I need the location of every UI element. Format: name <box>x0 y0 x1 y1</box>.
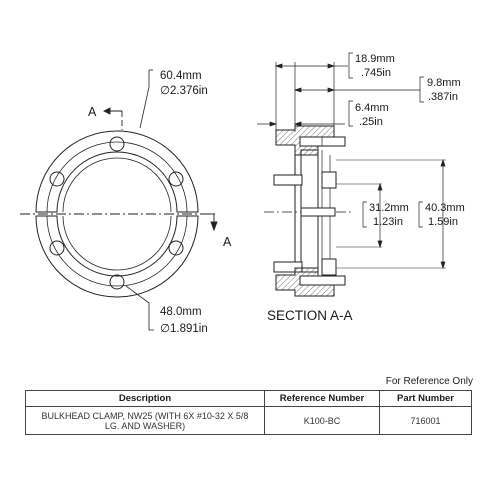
clamp-lower-half <box>36 216 198 297</box>
cell-description: BULKHEAD CLAMP, NW25 (WITH 6X #10-32 X 5/8 LG. AND WASHER) <box>26 407 265 435</box>
right-width-inch: .387in <box>428 91 458 103</box>
table-row <box>26 407 472 435</box>
section-marker-top: A <box>88 105 97 119</box>
header-description: Description <box>26 391 265 407</box>
cell-reference-number: K100-BC <box>265 407 380 435</box>
center-split <box>301 208 335 216</box>
parts-table <box>25 390 472 435</box>
outer-height-mm: 40.3mm <box>425 202 465 214</box>
bolt-circle-symbol: ∅ <box>160 323 171 335</box>
outer-height-inch: 1.59in <box>428 216 458 228</box>
mid-bolt-upper-head <box>322 172 336 188</box>
outer-diameter-symbol: ∅ <box>160 85 171 97</box>
outer-diameter-leader <box>140 70 153 128</box>
upper-inner-lip <box>63 158 171 212</box>
lower-inner-lip <box>63 216 171 270</box>
section-view <box>264 62 446 296</box>
table-header-row <box>26 391 472 407</box>
right-width-mm: 9.8mm <box>427 77 461 89</box>
dimension-brackets <box>349 53 424 227</box>
header-reference-number: Reference Number <box>265 391 380 407</box>
upper-bolt <box>300 137 345 146</box>
outer-diameter-mm: 60.4mm <box>160 70 202 82</box>
overall-width-inch: .745in <box>361 67 391 79</box>
overall-width-mm: 18.9mm <box>355 53 395 65</box>
bolt-circle-mm: 48.0mm <box>160 306 202 318</box>
header-part-number: Part Number <box>380 391 472 407</box>
reference-note: For Reference Only <box>385 376 473 387</box>
section-title: SECTION A-A <box>267 308 353 323</box>
section-dimension-lines <box>257 64 445 268</box>
mid-bolt-lower-head <box>322 259 336 275</box>
left-width-inch: .25in <box>359 116 383 128</box>
outer-diameter-inch: 2.376in <box>170 85 208 97</box>
section-marker-bottom: A <box>223 235 232 249</box>
mid-bolt-upper <box>274 175 302 185</box>
lower-bolt <box>300 276 345 285</box>
left-width-mm: 6.4mm <box>355 102 389 114</box>
cell-part-number: 716001 <box>380 407 472 435</box>
inner-height-inch: 1.23in <box>373 216 403 228</box>
bolt-circle-inch: 1.891in <box>170 323 208 335</box>
inner-height-mm: 31.2mm <box>369 202 409 214</box>
clamp-upper-half <box>36 131 198 212</box>
